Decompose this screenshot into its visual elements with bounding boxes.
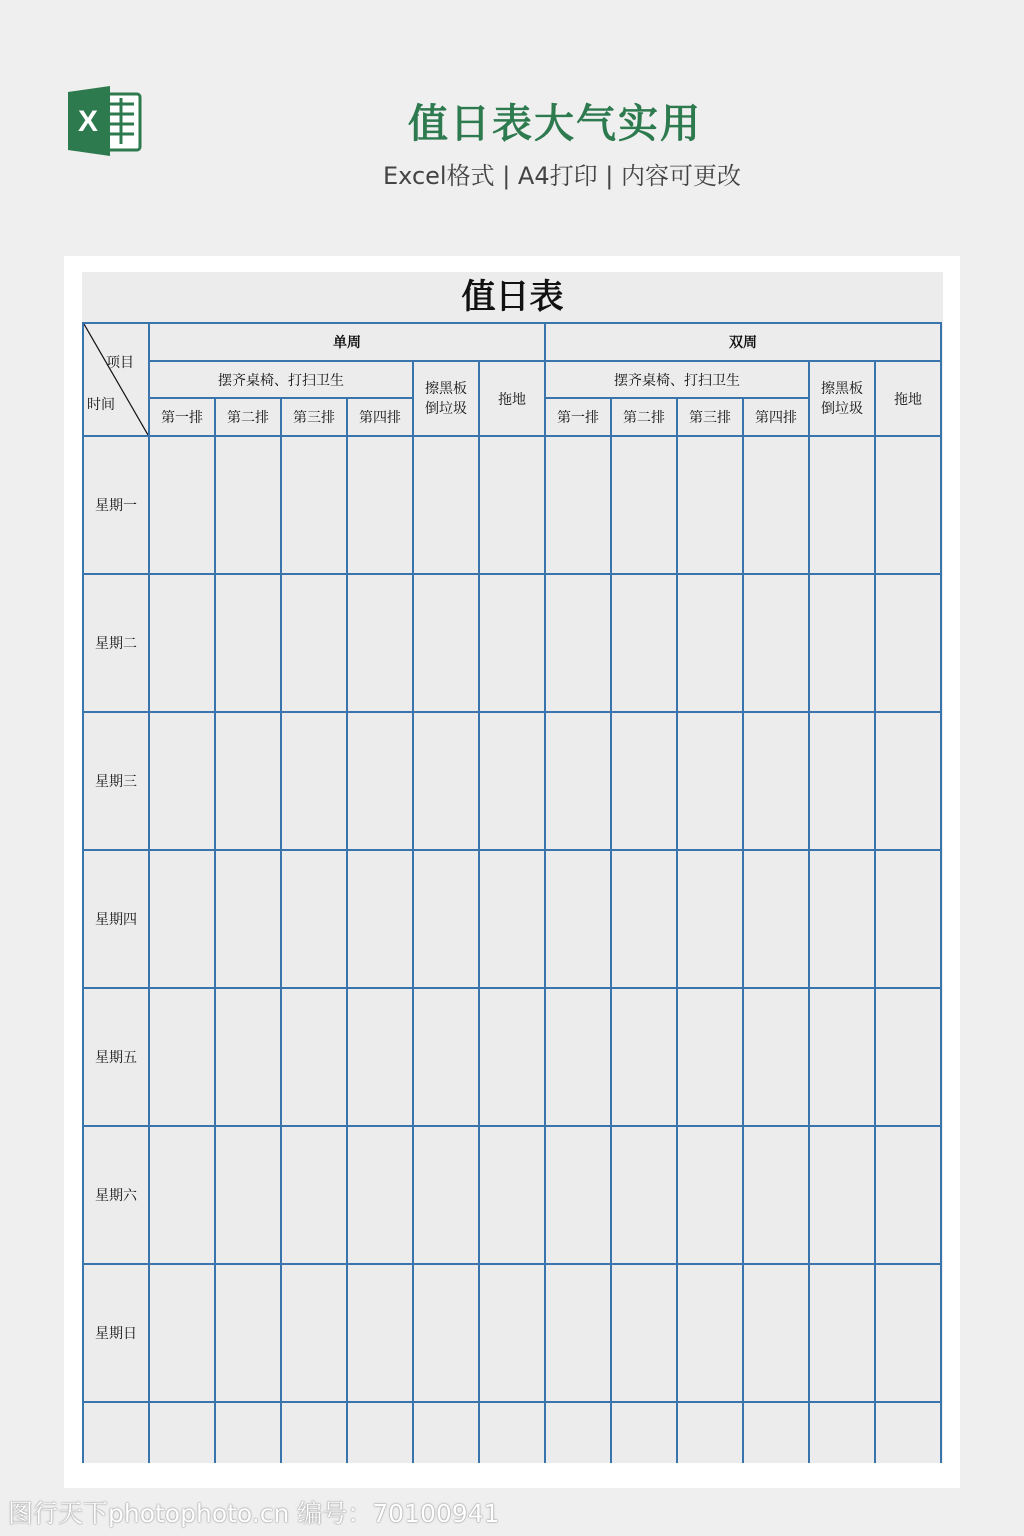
duty-cell[interactable] xyxy=(743,574,809,712)
duty-cell[interactable] xyxy=(347,988,413,1126)
duty-cell[interactable] xyxy=(611,988,677,1126)
duty-cell[interactable] xyxy=(743,1264,809,1402)
corner-label-time: 时间 xyxy=(87,397,115,413)
duty-cell[interactable] xyxy=(413,1402,479,1463)
duty-cell[interactable] xyxy=(413,436,479,574)
day-label: 星期三 xyxy=(83,712,149,850)
row-header-3: 第三排 xyxy=(677,398,743,436)
duty-cell[interactable] xyxy=(347,574,413,712)
duty-cell[interactable] xyxy=(281,712,347,850)
row-header-3: 第三排 xyxy=(281,398,347,436)
duty-cell[interactable] xyxy=(479,1126,545,1264)
duty-cell[interactable] xyxy=(809,1126,875,1264)
duty-cell[interactable] xyxy=(281,988,347,1126)
logo-letter: X xyxy=(77,105,99,138)
task-header-mop: 拖地 xyxy=(479,361,545,436)
duty-cell[interactable] xyxy=(149,850,215,988)
duty-cell[interactable] xyxy=(215,436,281,574)
duty-cell[interactable] xyxy=(677,850,743,988)
task-header-board xyxy=(413,361,479,436)
duty-cell[interactable] xyxy=(215,850,281,988)
duty-cell[interactable] xyxy=(347,850,413,988)
duty-cell[interactable] xyxy=(611,850,677,988)
duty-cell[interactable] xyxy=(479,850,545,988)
duty-cell[interactable] xyxy=(149,574,215,712)
row-header-4: 第四排 xyxy=(347,398,413,436)
day-rows xyxy=(83,436,941,1463)
day-row xyxy=(83,436,941,574)
duty-cell[interactable] xyxy=(281,574,347,712)
duty-cell[interactable] xyxy=(677,712,743,850)
task-board-line1: 擦黑板 xyxy=(821,380,863,397)
task-board-line2: 倒垃圾 xyxy=(821,400,863,417)
duty-cell[interactable] xyxy=(545,712,611,850)
duty-cell[interactable] xyxy=(677,988,743,1126)
duty-cell[interactable] xyxy=(281,850,347,988)
task-header-mop: 拖地 xyxy=(875,361,941,436)
duty-cell[interactable] xyxy=(809,574,875,712)
duty-cell[interactable] xyxy=(281,1402,347,1463)
duty-cell[interactable] xyxy=(413,850,479,988)
duty-cell[interactable] xyxy=(677,1264,743,1402)
day-label: 星期日 xyxy=(83,1264,149,1402)
duty-cell[interactable] xyxy=(149,1402,215,1463)
duty-cell[interactable] xyxy=(281,1126,347,1264)
duty-cell[interactable] xyxy=(215,1264,281,1402)
duty-cell[interactable] xyxy=(215,1126,281,1264)
day-label: 星期一 xyxy=(83,436,149,574)
duty-cell[interactable] xyxy=(479,988,545,1126)
duty-cell[interactable] xyxy=(611,574,677,712)
duty-cell[interactable] xyxy=(611,1126,677,1264)
duty-cell[interactable] xyxy=(875,1264,941,1402)
day-row xyxy=(83,574,941,712)
duty-cell[interactable] xyxy=(875,1126,941,1264)
diagonal-line xyxy=(84,324,148,435)
duty-cell[interactable] xyxy=(875,712,941,850)
duty-cell[interactable] xyxy=(479,1264,545,1402)
duty-cell[interactable] xyxy=(149,988,215,1126)
day-label: 星期二 xyxy=(83,574,149,712)
duty-cell[interactable] xyxy=(479,1402,545,1463)
duty-cell[interactable] xyxy=(743,1126,809,1264)
duty-cell[interactable] xyxy=(743,436,809,574)
duty-cell[interactable] xyxy=(677,1402,743,1463)
duty-cell[interactable] xyxy=(413,988,479,1126)
duty-cell[interactable] xyxy=(215,1402,281,1463)
duty-cell[interactable] xyxy=(215,712,281,850)
duty-cell[interactable] xyxy=(347,1264,413,1402)
row-header-4: 第四排 xyxy=(743,398,809,436)
duty-cell[interactable] xyxy=(281,436,347,574)
duty-cell[interactable] xyxy=(809,850,875,988)
task-header-arrange: 摆齐桌椅、打扫卫生 xyxy=(149,361,413,398)
duty-cell[interactable] xyxy=(479,574,545,712)
duty-cell[interactable] xyxy=(611,436,677,574)
duty-cell[interactable] xyxy=(743,988,809,1126)
day-label: 星期五 xyxy=(83,988,149,1126)
row-header-2: 第二排 xyxy=(611,398,677,436)
task-board-line2: 倒垃圾 xyxy=(425,400,467,417)
duty-cell[interactable] xyxy=(743,712,809,850)
duty-cell[interactable] xyxy=(215,574,281,712)
duty-cell[interactable] xyxy=(677,436,743,574)
duty-cell[interactable] xyxy=(413,712,479,850)
duty-cell[interactable] xyxy=(479,712,545,850)
duty-cell[interactable] xyxy=(875,1402,941,1463)
duty-cell[interactable] xyxy=(149,712,215,850)
day-label: 星期四 xyxy=(83,850,149,988)
duty-cell[interactable] xyxy=(809,1264,875,1402)
group-header-even-week: 双周 xyxy=(545,323,941,361)
duty-cell[interactable] xyxy=(545,1402,611,1463)
duty-cell[interactable] xyxy=(413,1126,479,1264)
duty-cell[interactable] xyxy=(875,436,941,574)
page-subtitle: Excel格式 | A4打印 | 内容可更改 xyxy=(383,162,741,190)
task-header-board xyxy=(809,361,875,436)
duty-cell[interactable] xyxy=(677,1126,743,1264)
duty-cell[interactable] xyxy=(545,574,611,712)
group-header-odd-week: 单周 xyxy=(149,323,545,361)
duty-cell[interactable] xyxy=(149,1126,215,1264)
page-title: 值日表大气实用 xyxy=(408,101,702,147)
duty-cell[interactable] xyxy=(347,1402,413,1463)
sheet-title-band xyxy=(82,272,943,322)
task-header-arrange: 摆齐桌椅、打扫卫生 xyxy=(545,361,809,398)
day-row xyxy=(83,988,941,1126)
duty-cell[interactable] xyxy=(545,436,611,574)
duty-cell[interactable] xyxy=(149,1264,215,1402)
duty-cell[interactable] xyxy=(809,988,875,1126)
duty-cell[interactable] xyxy=(875,850,941,988)
duty-cell[interactable] xyxy=(809,1402,875,1463)
duty-table xyxy=(82,322,942,1463)
duty-cell[interactable] xyxy=(875,988,941,1126)
row-header-1: 第一排 xyxy=(149,398,215,436)
day-row xyxy=(83,1264,941,1402)
row-header-2: 第二排 xyxy=(215,398,281,436)
corner-label-item: 项目 xyxy=(106,355,134,371)
duty-cell[interactable] xyxy=(413,1264,479,1402)
duty-cell[interactable] xyxy=(347,436,413,574)
duty-cell[interactable] xyxy=(215,988,281,1126)
duty-cell[interactable] xyxy=(545,988,611,1126)
header-row-tasks xyxy=(83,361,941,398)
day-label: 星期六 xyxy=(83,1126,149,1264)
duty-cell[interactable] xyxy=(677,574,743,712)
duty-sheet xyxy=(64,256,960,1488)
row-header-1: 第一排 xyxy=(545,398,611,436)
duty-cell[interactable] xyxy=(347,1126,413,1264)
blank-row xyxy=(83,1402,941,1463)
duty-cell[interactable] xyxy=(809,712,875,850)
duty-cell[interactable] xyxy=(611,1264,677,1402)
duty-table-wrap xyxy=(82,322,943,1463)
duty-cell[interactable] xyxy=(809,436,875,574)
duty-cell[interactable] xyxy=(413,574,479,712)
duty-cell[interactable] xyxy=(545,1126,611,1264)
day-row xyxy=(83,712,941,850)
duty-cell[interactable] xyxy=(875,574,941,712)
duty-cell[interactable] xyxy=(611,712,677,850)
sheet-title: 值日表 xyxy=(461,277,564,317)
watermark-text: 图行天下photophoto.cn 编号：70100941 xyxy=(8,1499,500,1528)
duty-cell[interactable] xyxy=(479,436,545,574)
header-row-groups xyxy=(83,323,941,361)
duty-cell[interactable] xyxy=(743,850,809,988)
duty-cell[interactable] xyxy=(545,850,611,988)
duty-cell[interactable] xyxy=(347,712,413,850)
duty-cell[interactable] xyxy=(149,436,215,574)
duty-cell[interactable] xyxy=(743,1402,809,1463)
duty-cell[interactable] xyxy=(281,1264,347,1402)
task-board-line1: 擦黑板 xyxy=(425,380,467,397)
blank-label xyxy=(83,1402,149,1463)
day-row xyxy=(83,850,941,988)
corner-cell xyxy=(83,323,149,436)
day-row xyxy=(83,1126,941,1264)
duty-cell[interactable] xyxy=(545,1264,611,1402)
duty-cell[interactable] xyxy=(611,1402,677,1463)
